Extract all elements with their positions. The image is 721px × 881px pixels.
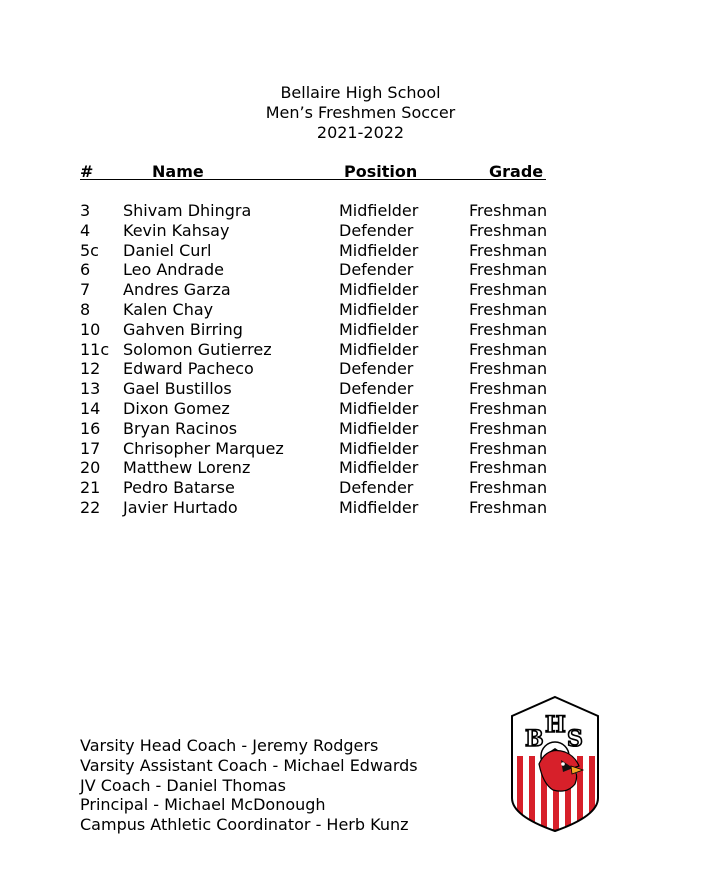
player-name: Kalen Chay <box>123 299 214 319</box>
bhs-cardinal-logo <box>509 694 601 834</box>
roster-row <box>0 419 721 439</box>
player-grade: Freshman <box>469 280 548 300</box>
roster-row <box>0 300 721 320</box>
player-number: 21 <box>80 478 101 498</box>
player-grade: Freshman <box>469 418 548 438</box>
roster-row <box>0 399 721 419</box>
player-number: 10 <box>80 319 101 339</box>
roster-row <box>0 221 721 241</box>
roster-row <box>0 498 721 518</box>
player-position: Midfielder <box>339 299 419 319</box>
player-position: Defender <box>339 359 414 379</box>
player-grade: Freshman <box>469 379 548 399</box>
player-number: 14 <box>80 398 101 418</box>
roster-row <box>0 359 721 379</box>
staff-line: JV Coach - Daniel Thomas <box>80 775 286 795</box>
player-name: Daniel Curl <box>123 240 212 260</box>
roster-row <box>0 201 721 221</box>
player-name: Gahven Birring <box>123 319 243 339</box>
roster-row <box>0 340 721 360</box>
player-number: 12 <box>80 359 101 379</box>
player-number: 5c <box>80 240 99 260</box>
roster-row <box>0 478 721 498</box>
player-name: Matthew Lorenz <box>123 458 251 478</box>
player-name: Gael Bustillos <box>123 379 232 399</box>
svg-text:H: H <box>545 712 566 738</box>
team-name: Men’s Freshmen Soccer <box>265 103 456 122</box>
player-name: Javier Hurtado <box>123 497 238 517</box>
player-number: 13 <box>80 379 101 399</box>
roster-row <box>0 379 721 399</box>
player-number: 22 <box>80 497 101 517</box>
player-position: Midfielder <box>339 201 419 220</box>
staff-line: Principal - Michael McDonough <box>80 795 326 815</box>
player-name: Edward Pacheco <box>123 359 254 379</box>
player-number: 3 <box>80 201 91 220</box>
player-grade: Freshman <box>469 299 548 319</box>
player-grade: Freshman <box>469 497 548 517</box>
player-grade: Freshman <box>469 398 548 418</box>
roster-row <box>0 439 721 459</box>
player-position: Midfielder <box>339 398 419 418</box>
roster-row <box>0 260 721 280</box>
season: 2021-2022 <box>316 123 405 142</box>
player-number: 6 <box>80 260 91 280</box>
column-header-position: Position <box>344 162 418 181</box>
staff-line: Campus Athletic Coordinator - Herb Kunz <box>80 815 409 835</box>
header-underline <box>80 179 546 180</box>
svg-text:B: B <box>525 726 544 752</box>
column-header-number: # <box>80 162 94 181</box>
player-name: Pedro Batarse <box>123 478 235 498</box>
school-name: Bellaire High School <box>280 83 441 102</box>
player-grade: Freshman <box>469 339 548 359</box>
player-grade: Freshman <box>469 438 548 458</box>
player-position: Defender <box>339 260 414 280</box>
column-header-grade: Grade <box>489 162 544 181</box>
staff-line: Varsity Head Coach - Jeremy Rodgers <box>80 736 379 755</box>
player-position: Defender <box>339 478 414 498</box>
player-position: Midfielder <box>339 280 419 300</box>
player-grade: Freshman <box>469 220 548 240</box>
player-grade: Freshman <box>469 458 548 478</box>
player-number: 11c <box>80 339 110 359</box>
player-number: 20 <box>80 458 101 478</box>
player-grade: Freshman <box>469 319 548 339</box>
player-name: Andres Garza <box>123 280 231 300</box>
player-name: Leo Andrade <box>123 260 224 280</box>
player-name: Dixon Gomez <box>123 398 230 418</box>
player-number: 17 <box>80 438 101 458</box>
player-grade: Freshman <box>469 260 548 280</box>
document-header <box>0 83 721 143</box>
player-position: Midfielder <box>339 339 419 359</box>
player-position: Defender <box>339 220 414 240</box>
player-position: Midfielder <box>339 438 419 458</box>
roster-row <box>0 320 721 340</box>
player-name: Kevin Kahsay <box>123 220 230 240</box>
player-position: Midfielder <box>339 319 419 339</box>
player-position: Midfielder <box>339 458 419 478</box>
player-name: Shivam Dhingra <box>123 201 252 220</box>
player-grade: Freshman <box>469 240 548 260</box>
roster-row <box>0 241 721 261</box>
player-position: Midfielder <box>339 497 419 517</box>
player-position: Midfielder <box>339 240 419 260</box>
player-grade: Freshman <box>469 359 548 379</box>
player-number: 8 <box>80 299 91 319</box>
player-position: Midfielder <box>339 418 419 438</box>
roster-row <box>0 280 721 300</box>
player-name: Bryan Racinos <box>123 418 238 438</box>
staff-list <box>80 736 418 835</box>
roster-list <box>0 201 721 518</box>
player-name: Solomon Gutierrez <box>123 339 272 359</box>
svg-text:S: S <box>567 726 583 752</box>
player-grade: Freshman <box>469 201 548 220</box>
roster-row <box>0 458 721 478</box>
staff-line: Varsity Assistant Coach - Michael Edwards <box>80 755 418 775</box>
player-number: 7 <box>80 280 91 300</box>
column-header-name: Name <box>152 162 204 181</box>
player-number: 4 <box>80 220 91 240</box>
player-grade: Freshman <box>469 478 548 498</box>
player-name: Chrisopher Marquez <box>123 438 284 458</box>
player-position: Defender <box>339 379 414 399</box>
player-number: 16 <box>80 418 101 438</box>
